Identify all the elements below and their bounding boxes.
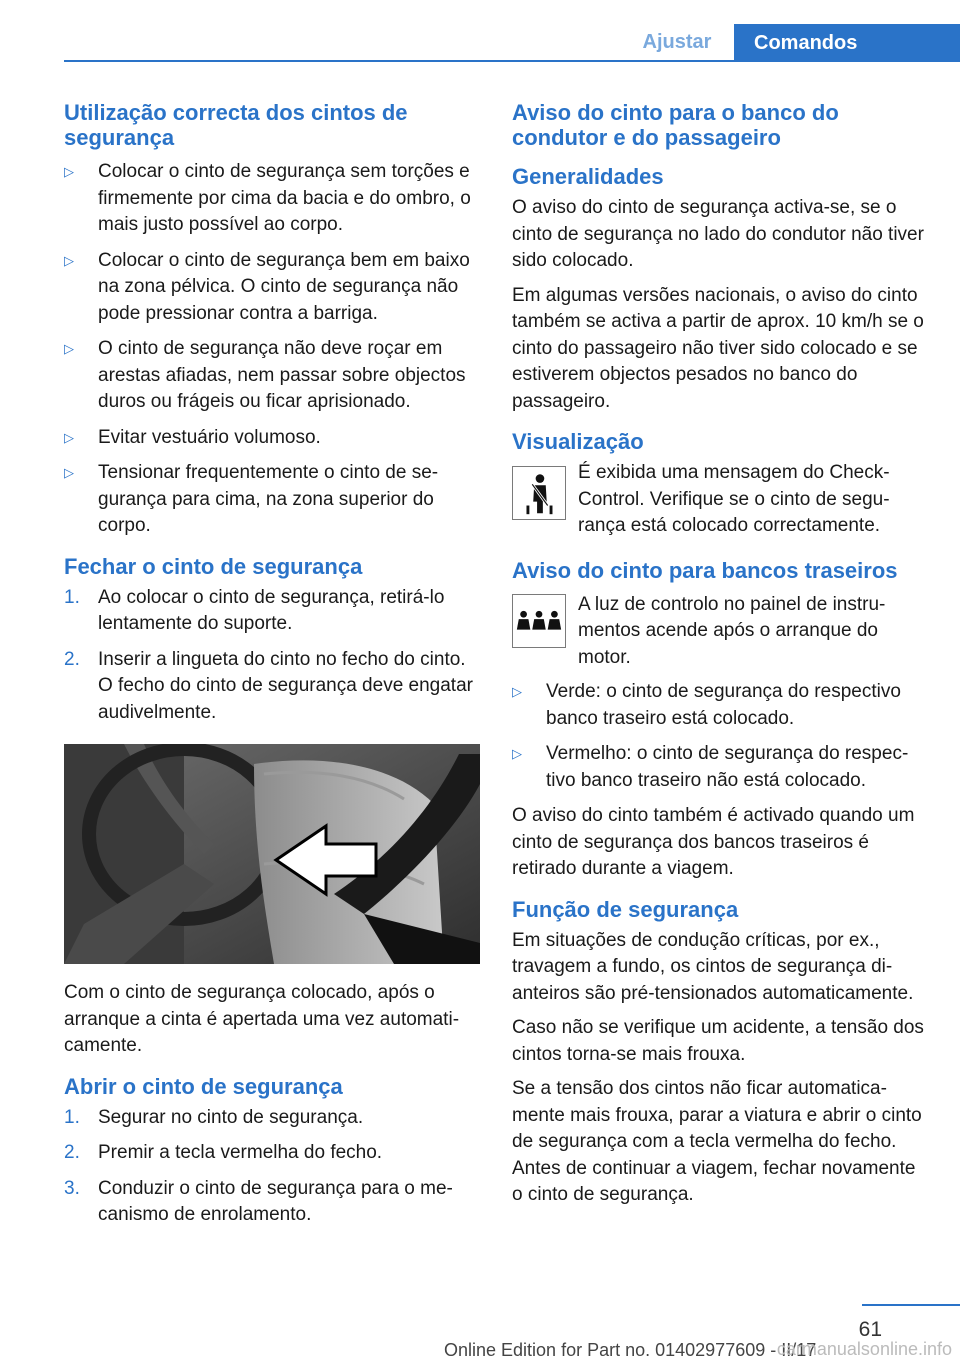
step-number: 1. (64, 586, 80, 608)
tab-adjust[interactable]: Ajustar (642, 31, 712, 53)
header-rule (64, 60, 960, 62)
list-item: ▷ Verde: o cinto de segurança do respectivo banco traseiro está colocado. (512, 681, 901, 729)
section-title-correct-use: Utilização correcta dos cintos de segurança (64, 100, 408, 150)
correct-use-list (64, 159, 484, 540)
list-item: ▷ Colocar o cinto de segurança sem torções e firmemente por cima da bacia e do ombro, o mais justo possível ao corpo. (64, 161, 471, 235)
open-steps (64, 1105, 484, 1229)
section-title-open: Abrir o cinto de segurança (64, 1073, 343, 1099)
bullet-triangle-icon: ▷ (64, 465, 74, 480)
step-item: 2. Inserir a lingueta do cinto no fecho do cinto. O fecho do cinto de segurança deve engatar audivelmente. (64, 648, 473, 723)
function-paragraph-3: Se a tensão dos cintos não ficar automaticamente mais frouxa, parar a viatura e abrir o cinto de segurança com a tecla vermelha do fecho. Antes de continuar a viagem, fechar novamente o cinto de segurança. (512, 1078, 922, 1205)
footer (0, 1304, 960, 1360)
footer-rule (862, 1304, 960, 1306)
bullet-triangle-icon: ▷ (64, 429, 74, 445)
rear-paragraph: O aviso do cinto também é activado quando um cinto de segurança dos bancos traseiros é retirado durante a viagem. (512, 805, 915, 879)
bullet-triangle-icon: ▷ (64, 252, 74, 268)
seatbelt-photo (64, 744, 480, 964)
photo-caption: Com o cinto de segurança colocado, após o arranque a cinta é apertada uma vez automaticamente. (64, 982, 460, 1056)
step-number: 2. (64, 1142, 80, 1163)
list-item: ▷ O cinto de segurança não deve roçar em arestas afiadas, nem passar sobre objectos duros ou frágeis ou ficar aprisionado. (64, 338, 466, 412)
rear-text: A luz de controlo no painel de instrumentos acende após o arranque do motor. (578, 593, 886, 668)
bullet-triangle-icon: ▷ (64, 341, 74, 356)
list-item: ▷ Vermelho: o cinto de segurança do respectivo banco traseiro não está colocado. (512, 743, 909, 791)
fasten-steps (64, 585, 484, 727)
bullet-triangle-icon: ▷ (64, 164, 74, 179)
subheading-general: Generalidades (512, 164, 664, 189)
list-item: ▷ Tensionar frequentemente o cinto de segurança para cima, na zona superior do corpo. (64, 462, 439, 536)
watermark: carmanualsonline.info (776, 1339, 952, 1359)
function-paragraph-2: Caso não se verifique um acidente, a tensão dos cintos torna-se mais frouxa. (512, 1017, 924, 1065)
step-number: 1. (64, 1106, 80, 1128)
step-item: 2. Premir a tecla vermelha do fecho. (64, 1140, 484, 1167)
edition-note: Online Edition for Part no. 01402977609 - II/17 (444, 1340, 817, 1360)
seatbelt-warning-icon (512, 466, 566, 520)
left-column (64, 100, 484, 1238)
rear-row (512, 592, 928, 672)
list-item: ▷ Colocar o cinto de segurança bem em baixo na zona pélvica. O cinto de segurança não pode pressionar contra a barriga. (64, 249, 470, 324)
list-item: ▷ Evitar vestuário volumoso. (64, 425, 484, 452)
rear-status-list (512, 679, 928, 794)
subheading-safety-function: Função de segurança (512, 896, 739, 922)
bullet-triangle-icon: ▷ (512, 746, 522, 761)
display-row (512, 460, 928, 540)
section-title-fasten: Fechar o cinto de segurança (64, 553, 363, 579)
section-title-rear-warning: Aviso do cinto para bancos traseiros (512, 557, 898, 583)
top-navigation (0, 24, 960, 62)
general-paragraph-1: O aviso do cinto de segurança activa-se, se o cinto de segurança no lado do condutor não tiver sido colocado. (512, 197, 924, 271)
step-item: 1. Segurar no cinto de segurança. (64, 1105, 484, 1132)
step-number: 3. (64, 1177, 80, 1199)
section-title-front-warning: Aviso do cinto para o banco do condutor e do passageiro (512, 100, 839, 150)
step-item: 1. Ao colocar o cinto de segurança, retirá-lo lentamente do suporte. (64, 586, 445, 634)
step-item: 3. Conduzir o cinto de segurança para o mecanismo de enrolamento. (64, 1177, 453, 1225)
general-paragraph-2: Em algumas versões nacionais, o aviso do cinto também se activa a partir de aprox. 10 km/h se o cinto do passageiro não tiver sido colocado e se estiverem objectos pesados no banco do passageiro. (512, 284, 924, 412)
step-number: 2. (64, 648, 80, 670)
subheading-display: Visualização (512, 429, 644, 454)
bullet-triangle-icon: ▷ (512, 684, 522, 699)
tab-commands[interactable]: Comandos (734, 24, 960, 62)
right-column (512, 100, 928, 1217)
page-number: 61 (858, 1318, 882, 1341)
function-paragraph-1: Em situações de condução críticas, por ex., travagem a fundo, os cintos de segurança dianteiros são pré-tensionados automaticamente. (512, 929, 914, 1004)
rear-seats-icon (512, 594, 566, 648)
display-text: É exibida uma mensagem do Check-Control. Verifique se o cinto de segurança está colocado correctamente. (578, 462, 890, 536)
